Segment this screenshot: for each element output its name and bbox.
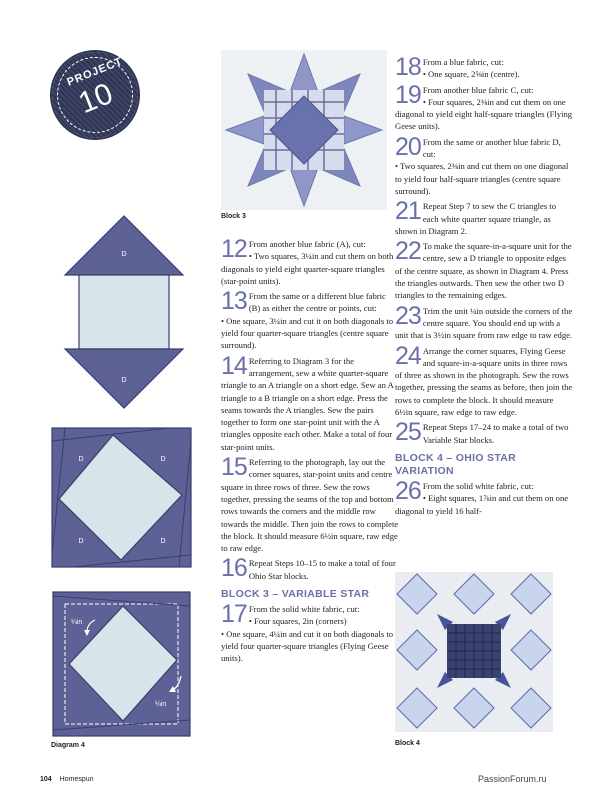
seam-label-top: ¼in xyxy=(71,619,83,626)
step-text: Trim the unit ¼in outside the corners of the centre square. You should end up with a unit that is 3½in square from raw edge to raw edge. xyxy=(395,305,573,341)
step-text: To make the square-in-a-square unit for the centre, sew a D triangle to opposite edges of the centre square, as shown in Diagram 4. Press the triangles outwards. Then sew the other two D triangles to the remaining edges. xyxy=(395,241,572,301)
step-number: 18 xyxy=(395,53,421,81)
badge-number: 10 xyxy=(74,76,118,121)
text-column-2 xyxy=(395,53,573,520)
diagram-4-trim xyxy=(51,590,192,738)
section-title-block-3: BLOCK 3 – VARIABLE STAR xyxy=(221,588,370,601)
step-bullet: • One square, 2⅝in (centre). xyxy=(422,69,520,80)
triangle-label-d: D xyxy=(78,538,84,545)
step-text: Arrange the corner squares, Flying Geese and square-in-a-square units in three rows of three as shown in the photograph. Sew the rows together, pressing the seams as before, then join the rows to complete the block. It should measure 6½in square, raw edge to raw edge. xyxy=(395,345,573,418)
step-bullet: • Two squares, 2⅜in and cut them on one diagonal to yield four half-square triangles (centre square surround). xyxy=(395,161,569,196)
step-18 xyxy=(395,53,573,81)
step-13 xyxy=(221,287,399,351)
step-number: 14 xyxy=(221,351,247,380)
step-15 xyxy=(221,453,399,554)
step-text: From another blue fabric (A), cut: xyxy=(248,239,366,249)
step-23 xyxy=(395,301,573,342)
step-text: From the same or another blue fabric D, cut: xyxy=(422,136,561,160)
step-bullet: • Two squares, 3¼in and cut them on both diagonals to yield eight quarter-square triangles (star-point units). xyxy=(221,251,394,286)
watermark: PassionForum.ru xyxy=(478,774,547,784)
step-number: 25 xyxy=(395,418,421,447)
step-text: Repeat Step 7 to sew the C triangles to each white quarter square triangle, as shown in Diagram 2. xyxy=(395,201,556,236)
step-text: From a blue fabric, cut: xyxy=(422,57,504,67)
seam-label-bottom: ¼in xyxy=(155,701,167,708)
block-4-photo xyxy=(395,572,553,732)
step-16 xyxy=(221,554,399,583)
step-number: 20 xyxy=(395,132,421,161)
triangle-label-d: D xyxy=(160,456,166,463)
page-number: 104 xyxy=(40,776,52,783)
step-number: 15 xyxy=(221,453,247,482)
step-text: Referring to the photograph, lay out the corner squares, star-point units and centre square in three rows of three. Sew the rows together, pressing the seams of the top and bottom rows towards the corners and the middle row towards the middle. Then join the rows to complete the block. It should measure 6½in square, raw edge to raw edge. xyxy=(221,457,399,554)
step-text: From the same or a different blue fabric (B) as either the centre or points, cut: xyxy=(248,291,386,314)
step-bullet: • One square, 4¼in and cut it on both diagonals to yield four quarter-square triangles (Flying Geese units). xyxy=(221,628,394,664)
caption-block-4: Block 4 xyxy=(395,740,420,747)
magazine-name: Homespun xyxy=(59,776,94,783)
block-3-photo xyxy=(221,50,387,210)
step-19 xyxy=(395,80,573,133)
step-bullet: • Eight squares, 1⅞in and cut them on one diagonal to yield 16 half- xyxy=(395,493,569,516)
step-number: 24 xyxy=(395,341,421,370)
triangle-label-d: D xyxy=(121,251,127,258)
step-21 xyxy=(395,197,573,237)
step-text: From another blue fabric C, cut: xyxy=(422,84,534,95)
step-number: 23 xyxy=(395,301,421,330)
step-number: 26 xyxy=(395,476,421,505)
step-text: Repeat Steps 10–15 to make a total of four Ohio Star blocks. xyxy=(248,558,396,581)
step-bullet: • Four squares, 2⅜in and cut them on one diagonal to yield eight half-square triangles (Flying Geese units). xyxy=(395,96,573,132)
step-number: 16 xyxy=(221,554,247,583)
page-footer xyxy=(40,776,94,783)
caption-block-3: Block 3 xyxy=(221,213,246,220)
step-number: 13 xyxy=(221,287,247,316)
text-column-1 xyxy=(221,235,399,668)
step-number: 21 xyxy=(395,197,421,226)
triangle-label-d: D xyxy=(121,377,127,384)
step-number: 22 xyxy=(395,237,421,266)
step-bullet: • One square, 3¼in and cut it on both diagonals to yield four quarter-square triangles (centre square surround). xyxy=(221,315,394,351)
caption-diagram-4: Diagram 4 xyxy=(51,742,85,749)
step-26 xyxy=(395,476,573,517)
step-20 xyxy=(395,132,573,197)
step-12 xyxy=(221,235,399,287)
section-title-block-4: BLOCK 4 – OHIO STAR VARIATION xyxy=(395,451,517,477)
step-17 xyxy=(221,600,399,664)
step-24 xyxy=(395,341,573,419)
diagram-3-arrangement xyxy=(63,214,185,410)
triangle-label-d: D xyxy=(160,538,166,545)
project-badge xyxy=(52,52,138,138)
step-number: 12 xyxy=(221,235,247,263)
step-text: Referring to Diagram 3 for the arrangement, sew a white quarter-square triangle to an A triangle on a short edge. Sew an A triangle to a B triangle on a short edge. Press the seams towards the A triangles. Sew the pairs together to form one star-point unit with the A triangles opposite each other. Make a total of four star-point units. xyxy=(221,355,394,452)
step-25 xyxy=(395,418,573,447)
diagram-square-in-square xyxy=(51,427,192,568)
step-number: 19 xyxy=(395,80,421,109)
step-14 xyxy=(221,351,399,453)
step-text: From the solid white fabric, cut: xyxy=(422,480,534,491)
step-bullet: • Four squares, 2in (corners) xyxy=(248,616,347,627)
step-number: 17 xyxy=(221,600,247,629)
step-text: From the solid white fabric, cut: xyxy=(248,604,360,615)
triangle-label-d: D xyxy=(78,456,84,463)
step-text: Repeat Steps 17–24 to make a total of two Variable Star blocks. xyxy=(422,422,569,445)
badge-label: PROJECT xyxy=(65,55,125,89)
step-22 xyxy=(395,237,573,301)
